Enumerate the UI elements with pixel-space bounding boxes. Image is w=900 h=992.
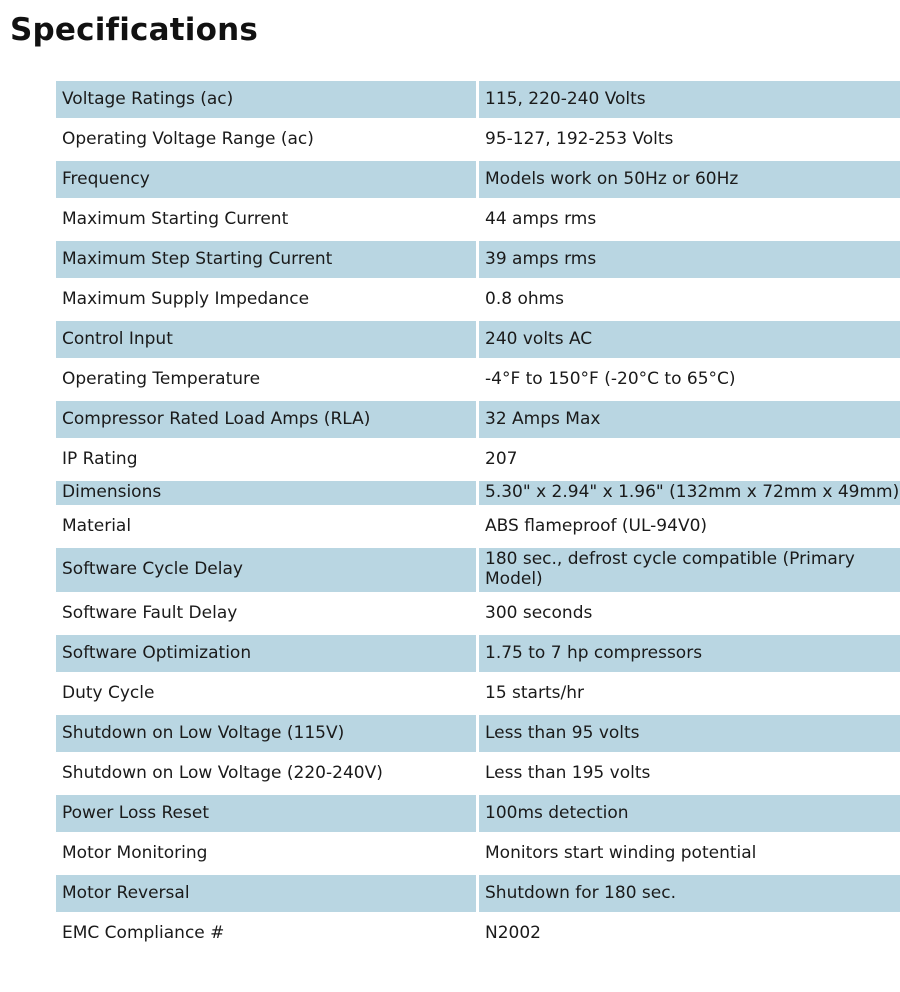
table-row	[56, 675, 900, 712]
table-row	[56, 755, 900, 792]
spec-label: Frequency	[56, 161, 479, 198]
spec-value: 1.75 to 7 hp compressors	[479, 635, 900, 672]
spec-value: N2002	[485, 923, 541, 943]
spec-label: Motor Monitoring	[56, 835, 479, 872]
table-row	[56, 715, 900, 752]
spec-value: 32 Amps Max	[479, 401, 900, 438]
spec-label: Maximum Step Starting Current	[56, 241, 479, 278]
table-row	[56, 201, 900, 238]
table-row	[56, 401, 900, 438]
spec-label: Software Fault Delay	[56, 595, 479, 632]
table-row	[56, 121, 900, 158]
spec-label: Dimensions	[56, 481, 479, 505]
table-row	[56, 915, 900, 952]
spec-value: 207	[485, 449, 518, 469]
spec-value: 240 volts AC	[479, 321, 900, 358]
table-row	[56, 161, 900, 198]
spec-label: Maximum Starting Current	[56, 201, 479, 238]
spec-label: Compressor Rated Load Amps (RLA)	[56, 401, 479, 438]
spec-value: 180 sec., defrost cycle compatible (Primary Model)	[479, 548, 900, 592]
spec-value: 0.8 ohms	[485, 289, 565, 309]
table-row	[56, 835, 900, 872]
spec-label: Software Cycle Delay	[56, 548, 479, 592]
table-row	[56, 875, 900, 912]
table-row	[56, 795, 900, 832]
table-row	[56, 281, 900, 318]
spec-label: Operating Voltage Range (ac)	[56, 121, 479, 158]
spec-label: Software Optimization	[56, 635, 479, 672]
table-row	[56, 481, 900, 505]
spec-label: IP Rating	[56, 441, 479, 478]
table-row	[56, 321, 900, 358]
spec-value: 300 seconds	[485, 603, 593, 623]
spec-label: Motor Reversal	[56, 875, 479, 912]
spec-value: 95-127, 192-253 Volts	[485, 129, 674, 149]
table-row	[56, 241, 900, 278]
table-row	[56, 548, 900, 592]
spec-label: Material	[56, 508, 479, 545]
specifications-table	[56, 78, 900, 955]
table-row	[56, 441, 900, 478]
table-row	[56, 361, 900, 398]
spec-label: Voltage Ratings (ac)	[56, 81, 479, 118]
spec-label: Duty Cycle	[56, 675, 479, 712]
spec-label: EMC Compliance #	[56, 915, 479, 952]
spec-value: Models work on 50Hz or 60Hz	[479, 161, 900, 198]
spec-value: 15 starts/hr	[485, 683, 584, 703]
spec-label: Shutdown on Low Voltage (220-240V)	[56, 755, 479, 792]
table-row	[56, 635, 900, 672]
spec-value: -4°F to 150°F (-20°C to 65°C)	[485, 369, 736, 389]
spec-value: 115, 220-240 Volts	[479, 81, 900, 118]
spec-value: 44 amps rms	[485, 209, 597, 229]
table-row	[56, 508, 900, 545]
spec-label: Power Loss Reset	[56, 795, 479, 832]
table-row	[56, 595, 900, 632]
spec-label: Maximum Supply Impedance	[56, 281, 479, 318]
spec-value: 39 amps rms	[479, 241, 900, 278]
spec-label: Operating Temperature	[56, 361, 479, 398]
spec-value: Shutdown for 180 sec.	[479, 875, 900, 912]
spec-value: ABS flameproof (UL-94V0)	[485, 516, 708, 536]
spec-value: Less than 195 volts	[485, 763, 651, 783]
table-row	[56, 81, 900, 118]
spec-value: Less than 95 volts	[479, 715, 900, 752]
spec-value: 100ms detection	[479, 795, 900, 832]
page-title: Specifications	[10, 12, 259, 48]
spec-label: Control Input	[56, 321, 479, 358]
spec-value: 5.30" x 2.94" x 1.96" (132mm x 72mm x 49mm)	[479, 481, 900, 505]
spec-value: Monitors start winding potential	[485, 843, 757, 863]
spec-label: Shutdown on Low Voltage (115V)	[56, 715, 479, 752]
